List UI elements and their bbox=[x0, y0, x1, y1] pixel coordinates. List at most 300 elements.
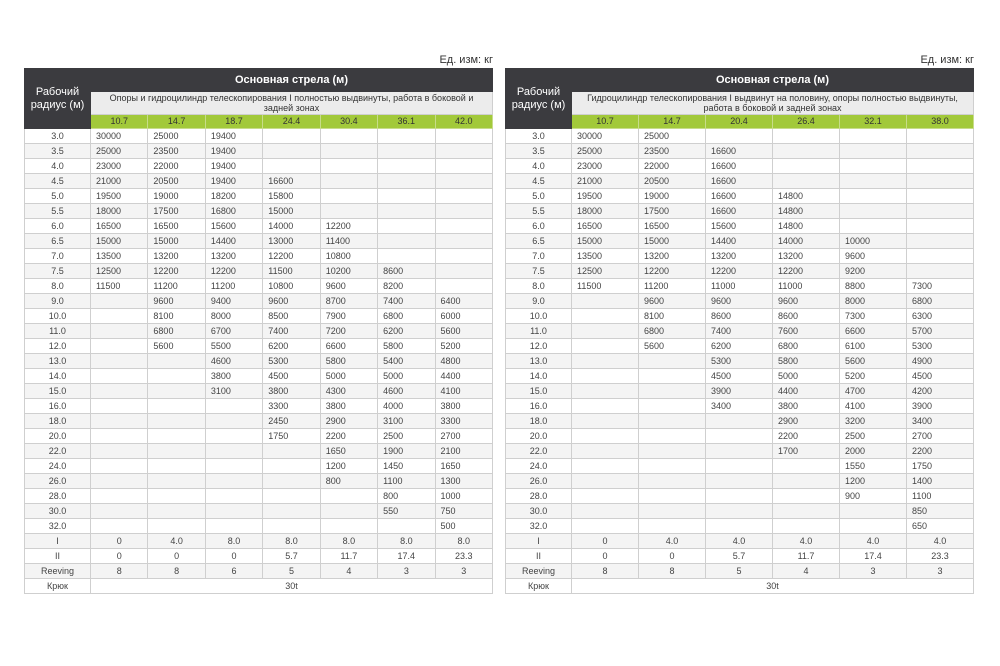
footer-cell: 4.0 bbox=[840, 534, 907, 549]
load-cell bbox=[907, 174, 974, 189]
table-row bbox=[25, 129, 493, 144]
load-cell: 13200 bbox=[706, 249, 773, 264]
load-cell: 19000 bbox=[148, 189, 205, 204]
load-cell bbox=[320, 174, 377, 189]
unit-label: Ед. изм: кг bbox=[439, 54, 493, 66]
load-cell: 10000 bbox=[840, 234, 907, 249]
load-cell: 11500 bbox=[91, 279, 148, 294]
radius-cell: 10.0 bbox=[25, 309, 91, 324]
load-cell: 14400 bbox=[205, 234, 262, 249]
load-cell: 5800 bbox=[773, 354, 840, 369]
table-row bbox=[506, 309, 974, 324]
header-row bbox=[25, 92, 493, 115]
load-cell: 13500 bbox=[91, 249, 148, 264]
footer-cell: 8.0 bbox=[263, 534, 320, 549]
load-cell: 4500 bbox=[706, 369, 773, 384]
load-cell: 4800 bbox=[435, 354, 492, 369]
load-cell: 3100 bbox=[205, 384, 262, 399]
load-cell bbox=[572, 369, 639, 384]
load-cell: 3300 bbox=[435, 414, 492, 429]
load-cell bbox=[840, 204, 907, 219]
load-cell bbox=[840, 174, 907, 189]
load-cell: 10200 bbox=[320, 264, 377, 279]
load-cell: 7600 bbox=[773, 324, 840, 339]
load-cell: 9600 bbox=[840, 249, 907, 264]
table-row bbox=[506, 519, 974, 534]
radius-cell: 4.0 bbox=[25, 159, 91, 174]
load-cell: 3800 bbox=[435, 399, 492, 414]
radius-cell: 3.0 bbox=[506, 129, 572, 144]
load-cell: 6600 bbox=[320, 339, 377, 354]
load-cell: 12500 bbox=[91, 264, 148, 279]
footer-cell: 11.7 bbox=[773, 549, 840, 564]
footer-cell: 5 bbox=[263, 564, 320, 579]
footer-label: II bbox=[506, 549, 572, 564]
load-cell: 8100 bbox=[639, 309, 706, 324]
footer-cell: 0 bbox=[205, 549, 262, 564]
load-cell: 9600 bbox=[706, 294, 773, 309]
load-cell: 3800 bbox=[205, 369, 262, 384]
footer-cell: 3 bbox=[435, 564, 492, 579]
load-cell: 30000 bbox=[572, 129, 639, 144]
load-cell: 4400 bbox=[773, 384, 840, 399]
footer-cell: 4.0 bbox=[706, 534, 773, 549]
load-cell: 2000 bbox=[840, 444, 907, 459]
load-cell: 23000 bbox=[572, 159, 639, 174]
load-cell: 8100 bbox=[148, 309, 205, 324]
footer-cell: 8 bbox=[639, 564, 706, 579]
load-cell bbox=[91, 429, 148, 444]
load-cell: 5600 bbox=[148, 339, 205, 354]
load-cell bbox=[572, 384, 639, 399]
load-cell bbox=[91, 399, 148, 414]
footer-row bbox=[506, 534, 974, 549]
load-cell: 2450 bbox=[263, 414, 320, 429]
radius-cell: 30.0 bbox=[506, 504, 572, 519]
footer-cell: 4.0 bbox=[773, 534, 840, 549]
load-cell: 5000 bbox=[378, 369, 435, 384]
load-cell: 3300 bbox=[263, 399, 320, 414]
load-cell bbox=[572, 444, 639, 459]
load-cell: 5500 bbox=[205, 339, 262, 354]
load-cell bbox=[205, 504, 262, 519]
header-row bbox=[506, 69, 974, 92]
radius-cell: 22.0 bbox=[25, 444, 91, 459]
load-cell: 16500 bbox=[148, 219, 205, 234]
load-cell: 19400 bbox=[205, 129, 262, 144]
load-cell: 15000 bbox=[639, 234, 706, 249]
footer-cell: 17.4 bbox=[840, 549, 907, 564]
table-row bbox=[506, 459, 974, 474]
footer-cell: 4.0 bbox=[639, 534, 706, 549]
load-cell: 750 bbox=[435, 504, 492, 519]
load-cell: 4100 bbox=[840, 399, 907, 414]
load-cell: 16500 bbox=[572, 219, 639, 234]
conditions-description: Опоры и гидроцилиндр телескопирования I полностью выдвинуты, работа в боковой и задней зонах bbox=[91, 92, 493, 115]
radius-cell: 14.0 bbox=[506, 369, 572, 384]
load-cell bbox=[263, 159, 320, 174]
load-cell: 5000 bbox=[320, 369, 377, 384]
table-row bbox=[506, 234, 974, 249]
radius-cell: 14.0 bbox=[25, 369, 91, 384]
load-cell: 15800 bbox=[263, 189, 320, 204]
load-cell: 16600 bbox=[706, 204, 773, 219]
load-cell: 11000 bbox=[773, 279, 840, 294]
load-cell bbox=[840, 504, 907, 519]
load-cell: 5200 bbox=[840, 369, 907, 384]
table-row bbox=[25, 384, 493, 399]
radius-cell: 5.5 bbox=[506, 204, 572, 219]
footer-cell: 0 bbox=[91, 534, 148, 549]
load-cell bbox=[263, 504, 320, 519]
boom-length: 24.4 bbox=[263, 115, 320, 129]
load-cell: 6000 bbox=[435, 309, 492, 324]
hook-value: 30t bbox=[91, 579, 493, 594]
load-cell: 4500 bbox=[263, 369, 320, 384]
load-cell bbox=[773, 129, 840, 144]
load-cell: 17500 bbox=[639, 204, 706, 219]
load-cell: 2700 bbox=[907, 429, 974, 444]
load-cell: 4600 bbox=[205, 354, 262, 369]
load-cell bbox=[435, 144, 492, 159]
radius-cell: 11.0 bbox=[25, 324, 91, 339]
header-row bbox=[25, 69, 493, 92]
table-row bbox=[506, 249, 974, 264]
load-cell bbox=[91, 414, 148, 429]
load-cell bbox=[773, 489, 840, 504]
load-cell: 9600 bbox=[773, 294, 840, 309]
load-cell bbox=[378, 249, 435, 264]
load-cell bbox=[639, 489, 706, 504]
footer-cell: 0 bbox=[91, 549, 148, 564]
load-cell: 650 bbox=[907, 519, 974, 534]
footer-cell: 0 bbox=[148, 549, 205, 564]
load-cell: 2900 bbox=[320, 414, 377, 429]
load-cell: 19400 bbox=[205, 159, 262, 174]
load-cell bbox=[572, 339, 639, 354]
footer-cell: 3 bbox=[378, 564, 435, 579]
boom-length: 14.7 bbox=[639, 115, 706, 129]
footer-label: I bbox=[506, 534, 572, 549]
table-row bbox=[506, 429, 974, 444]
load-cell bbox=[320, 189, 377, 204]
load-cell bbox=[320, 129, 377, 144]
radius-cell: 3.5 bbox=[25, 144, 91, 159]
load-cell: 11400 bbox=[320, 234, 377, 249]
load-cell: 13200 bbox=[148, 249, 205, 264]
load-cell bbox=[572, 519, 639, 534]
load-cell bbox=[320, 504, 377, 519]
load-cell: 21000 bbox=[572, 174, 639, 189]
load-cell bbox=[148, 354, 205, 369]
load-cell: 8600 bbox=[773, 309, 840, 324]
load-cell: 17500 bbox=[148, 204, 205, 219]
load-cell bbox=[320, 159, 377, 174]
load-cell bbox=[907, 129, 974, 144]
load-cell: 6200 bbox=[263, 339, 320, 354]
table-row bbox=[506, 474, 974, 489]
radius-cell: 13.0 bbox=[506, 354, 572, 369]
load-cell: 14800 bbox=[773, 204, 840, 219]
load-cell: 25000 bbox=[148, 129, 205, 144]
table-header bbox=[25, 69, 493, 129]
load-cell bbox=[435, 279, 492, 294]
load-cell bbox=[263, 144, 320, 159]
load-cell bbox=[148, 369, 205, 384]
load-cell: 13200 bbox=[205, 249, 262, 264]
load-cell bbox=[205, 519, 262, 534]
load-cell: 4100 bbox=[435, 384, 492, 399]
footer-cell: 11.7 bbox=[320, 549, 377, 564]
load-cell bbox=[572, 474, 639, 489]
load-cell: 8600 bbox=[706, 309, 773, 324]
load-cell: 13000 bbox=[263, 234, 320, 249]
load-cell: 21000 bbox=[91, 174, 148, 189]
load-cell: 6600 bbox=[840, 324, 907, 339]
load-cell bbox=[435, 189, 492, 204]
table-row bbox=[25, 174, 493, 189]
load-cell bbox=[706, 129, 773, 144]
load-cell bbox=[91, 489, 148, 504]
table-row bbox=[25, 159, 493, 174]
table-row bbox=[506, 339, 974, 354]
table-row bbox=[25, 309, 493, 324]
load-cell: 11500 bbox=[263, 264, 320, 279]
boom-length: 26.4 bbox=[773, 115, 840, 129]
footer-cell: 8.0 bbox=[378, 534, 435, 549]
radius-cell: 15.0 bbox=[25, 384, 91, 399]
load-cell bbox=[378, 219, 435, 234]
boom-length: 32.1 bbox=[840, 115, 907, 129]
load-cell bbox=[205, 444, 262, 459]
load-cell: 11000 bbox=[706, 279, 773, 294]
boom-length: 10.7 bbox=[91, 115, 148, 129]
load-cell: 9600 bbox=[320, 279, 377, 294]
load-cell: 1200 bbox=[320, 459, 377, 474]
load-cell bbox=[773, 159, 840, 174]
load-cell: 3400 bbox=[706, 399, 773, 414]
load-cell bbox=[840, 189, 907, 204]
load-cell bbox=[91, 474, 148, 489]
load-cell: 2200 bbox=[773, 429, 840, 444]
load-cell: 2900 bbox=[773, 414, 840, 429]
load-cell: 1300 bbox=[435, 474, 492, 489]
load-cell: 850 bbox=[907, 504, 974, 519]
table-row bbox=[506, 129, 974, 144]
radius-cell: 32.0 bbox=[25, 519, 91, 534]
footer-cell: 8.0 bbox=[320, 534, 377, 549]
table-body bbox=[25, 129, 493, 594]
load-cell bbox=[91, 504, 148, 519]
load-cell bbox=[639, 354, 706, 369]
boom-length: 42.0 bbox=[435, 115, 492, 129]
footer-label: Reeving bbox=[25, 564, 91, 579]
table-row bbox=[25, 324, 493, 339]
load-cell: 500 bbox=[435, 519, 492, 534]
radius-cell: 6.5 bbox=[25, 234, 91, 249]
radius-cell: 10.0 bbox=[506, 309, 572, 324]
radius-cell: 8.0 bbox=[25, 279, 91, 294]
load-cell: 19400 bbox=[205, 144, 262, 159]
load-cell: 12200 bbox=[320, 219, 377, 234]
radius-cell: 18.0 bbox=[506, 414, 572, 429]
load-cell: 18000 bbox=[572, 204, 639, 219]
table-row bbox=[506, 354, 974, 369]
table-row bbox=[506, 324, 974, 339]
radius-cell: 7.5 bbox=[25, 264, 91, 279]
table-row bbox=[25, 474, 493, 489]
radius-cell: 6.0 bbox=[506, 219, 572, 234]
load-cell bbox=[435, 174, 492, 189]
load-cell: 4200 bbox=[907, 384, 974, 399]
load-cell: 25000 bbox=[572, 144, 639, 159]
load-cell: 8600 bbox=[378, 264, 435, 279]
load-cell bbox=[320, 204, 377, 219]
boom-title: Основная стрела (м) bbox=[91, 69, 493, 92]
footer-cell: 0 bbox=[639, 549, 706, 564]
load-chart-table bbox=[505, 68, 974, 594]
load-cell: 6800 bbox=[639, 324, 706, 339]
load-cell: 11200 bbox=[639, 279, 706, 294]
load-cell: 6300 bbox=[907, 309, 974, 324]
load-cell bbox=[773, 174, 840, 189]
load-cell bbox=[91, 459, 148, 474]
load-cell: 3800 bbox=[773, 399, 840, 414]
footer-cell: 8 bbox=[148, 564, 205, 579]
boom-length: 20.4 bbox=[706, 115, 773, 129]
load-cell bbox=[639, 384, 706, 399]
conditions-description: Гидроцилиндр телескопирования I выдвинут на половину, опоры полностью выдвинуты, работа в боковой и задней зонах bbox=[572, 92, 974, 115]
boom-length: 36.1 bbox=[378, 115, 435, 129]
radius-cell: 12.0 bbox=[25, 339, 91, 354]
load-cell: 4400 bbox=[435, 369, 492, 384]
load-cell: 7300 bbox=[907, 279, 974, 294]
load-cell bbox=[840, 219, 907, 234]
table-row bbox=[25, 219, 493, 234]
load-cell: 3900 bbox=[907, 399, 974, 414]
load-cell: 5800 bbox=[320, 354, 377, 369]
load-cell: 6700 bbox=[205, 324, 262, 339]
load-cell: 23000 bbox=[91, 159, 148, 174]
load-cell bbox=[263, 474, 320, 489]
load-cell bbox=[378, 234, 435, 249]
load-cell bbox=[773, 519, 840, 534]
load-cell: 13200 bbox=[773, 249, 840, 264]
load-cell: 15000 bbox=[91, 234, 148, 249]
load-cell bbox=[639, 429, 706, 444]
load-cell: 13500 bbox=[572, 249, 639, 264]
footer-cell: 3 bbox=[907, 564, 974, 579]
load-cell bbox=[706, 459, 773, 474]
load-cell: 4700 bbox=[840, 384, 907, 399]
load-cell: 550 bbox=[378, 504, 435, 519]
radius-cell: 26.0 bbox=[506, 474, 572, 489]
footer-cell: 23.3 bbox=[907, 549, 974, 564]
table-row bbox=[506, 444, 974, 459]
load-cell bbox=[148, 429, 205, 444]
radius-cell: 4.0 bbox=[506, 159, 572, 174]
load-cell bbox=[572, 459, 639, 474]
load-cell bbox=[907, 219, 974, 234]
load-cell bbox=[572, 414, 639, 429]
table-row bbox=[25, 444, 493, 459]
load-cell: 5600 bbox=[435, 324, 492, 339]
hook-row bbox=[25, 579, 493, 594]
boom-length: 10.7 bbox=[572, 115, 639, 129]
load-cell bbox=[378, 174, 435, 189]
load-cell: 14400 bbox=[706, 234, 773, 249]
radius-cell: 11.0 bbox=[506, 324, 572, 339]
radius-cell: 5.0 bbox=[25, 189, 91, 204]
load-cell: 7400 bbox=[706, 324, 773, 339]
load-cell bbox=[378, 129, 435, 144]
footer-cell: 6 bbox=[205, 564, 262, 579]
load-cell: 3100 bbox=[378, 414, 435, 429]
load-cell bbox=[263, 489, 320, 504]
load-cell bbox=[91, 324, 148, 339]
load-cell bbox=[320, 144, 377, 159]
table-row bbox=[506, 204, 974, 219]
load-cell bbox=[907, 264, 974, 279]
radius-cell: 5.5 bbox=[25, 204, 91, 219]
load-cell: 2100 bbox=[435, 444, 492, 459]
load-cell: 3200 bbox=[840, 414, 907, 429]
load-cell bbox=[639, 369, 706, 384]
table-row bbox=[25, 414, 493, 429]
load-cell: 16600 bbox=[263, 174, 320, 189]
load-cell bbox=[435, 159, 492, 174]
load-cell bbox=[91, 339, 148, 354]
footer-row bbox=[506, 564, 974, 579]
load-cell: 1700 bbox=[773, 444, 840, 459]
boom-length: 14.7 bbox=[148, 115, 205, 129]
load-cell: 8500 bbox=[263, 309, 320, 324]
load-cell: 9200 bbox=[840, 264, 907, 279]
table-row bbox=[25, 399, 493, 414]
load-cell: 19400 bbox=[205, 174, 262, 189]
load-cell bbox=[148, 474, 205, 489]
load-cell bbox=[907, 204, 974, 219]
load-cell: 9600 bbox=[263, 294, 320, 309]
load-cell: 3800 bbox=[263, 384, 320, 399]
radius-cell: 24.0 bbox=[25, 459, 91, 474]
load-cell: 13200 bbox=[639, 249, 706, 264]
table-row bbox=[25, 519, 493, 534]
load-cell: 7900 bbox=[320, 309, 377, 324]
boom-length: 18.7 bbox=[205, 115, 262, 129]
load-cell bbox=[91, 354, 148, 369]
load-table-right bbox=[505, 52, 974, 594]
table-row bbox=[25, 264, 493, 279]
load-cell: 8800 bbox=[840, 279, 907, 294]
table-row bbox=[25, 489, 493, 504]
footer-cell: 0 bbox=[572, 549, 639, 564]
radius-cell: 15.0 bbox=[506, 384, 572, 399]
load-cell bbox=[907, 249, 974, 264]
load-cell: 16600 bbox=[706, 174, 773, 189]
load-cell: 15600 bbox=[706, 219, 773, 234]
table-header bbox=[506, 69, 974, 129]
load-cell: 6400 bbox=[435, 294, 492, 309]
load-cell: 15000 bbox=[148, 234, 205, 249]
load-cell: 2500 bbox=[840, 429, 907, 444]
load-cell: 6800 bbox=[773, 339, 840, 354]
load-cell: 2200 bbox=[907, 444, 974, 459]
load-cell: 12200 bbox=[639, 264, 706, 279]
table-row bbox=[506, 489, 974, 504]
footer-cell: 5.7 bbox=[263, 549, 320, 564]
load-cell: 4000 bbox=[378, 399, 435, 414]
